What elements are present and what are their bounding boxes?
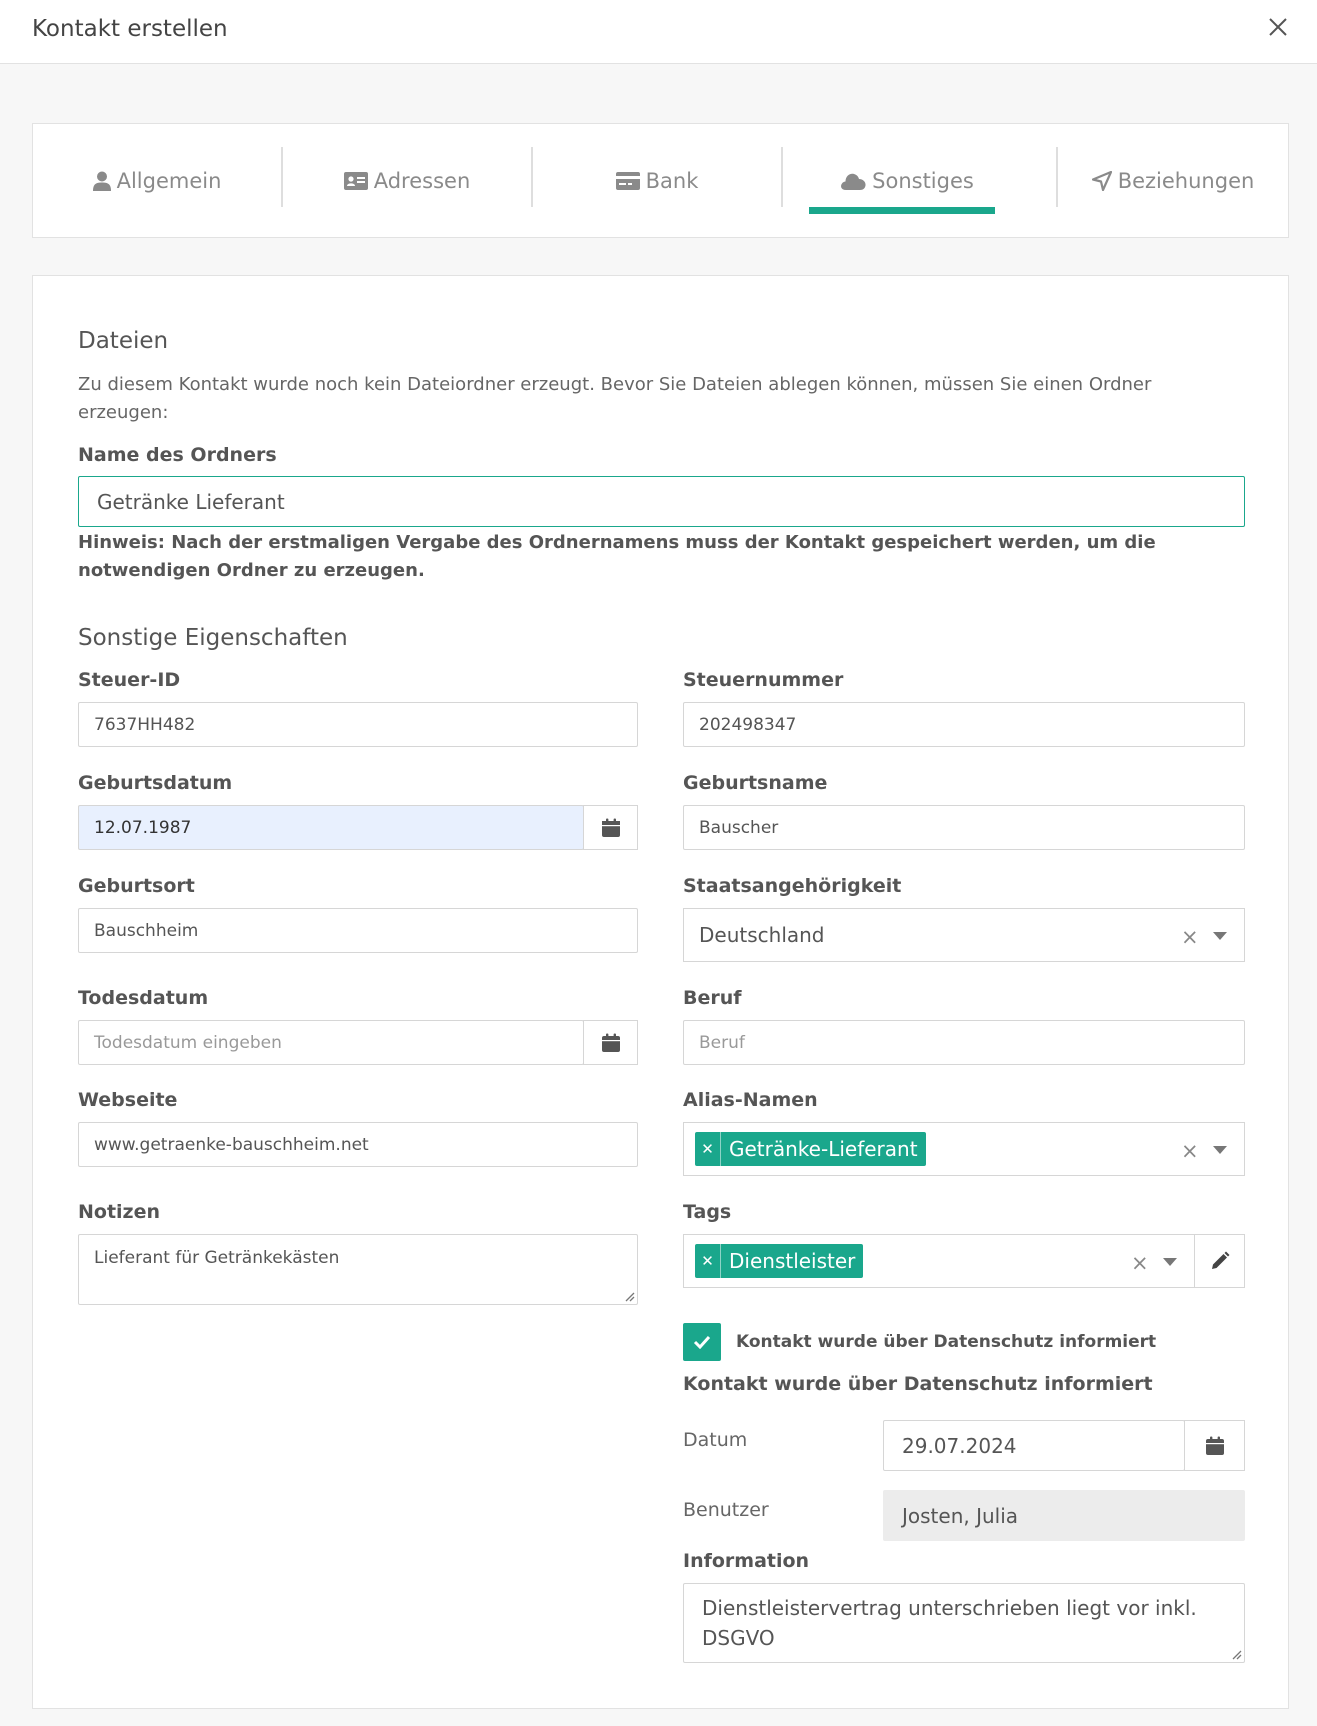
credit-card-icon <box>616 172 640 190</box>
content-panel <box>32 275 1289 1709</box>
chip-remove-icon[interactable]: ✕ <box>695 1132 721 1166</box>
tab-sonstiges[interactable] <box>783 124 1031 237</box>
folder-hint: Hinweis: Nach der erstmaligen Vergabe des Ordnernamens muss der Kontakt gespeichert werden, um die notwendigen Ordner zu erzeugen. <box>78 532 1156 581</box>
benutzer-label: Benutzer <box>683 1499 769 1521</box>
folder-name-input[interactable]: Getränke Lieferant <box>78 476 1245 527</box>
tab-adressen[interactable] <box>283 124 531 237</box>
clear-icon[interactable]: × <box>1131 1251 1149 1275</box>
tab-bank[interactable] <box>533 124 781 237</box>
webseite-input[interactable]: www.getraenke-bauschheim.net <box>78 1122 638 1167</box>
privacy-heading: Kontakt wurde über Datenschutz informiert <box>683 1373 1153 1395</box>
tab-label: Adressen <box>373 168 471 193</box>
close-icon[interactable] <box>1265 14 1291 40</box>
steuer-id-input[interactable]: 7637HH482 <box>78 702 638 747</box>
geburtsname-label: Geburtsname <box>683 772 828 794</box>
address-card-icon <box>344 172 368 190</box>
files-description: Zu diesem Kontakt wurde noch kein Dateiordner erzeugt. Bevor Sie Dateien ablegen können, müssen Sie einen Ordner erzeugen: <box>78 374 1152 423</box>
benutzer-input: Josten, Julia <box>883 1490 1245 1541</box>
notizen-label: Notizen <box>78 1201 161 1223</box>
cloud-icon <box>840 172 866 190</box>
calendar-icon <box>1205 1436 1225 1456</box>
edit-tags-button[interactable] <box>1194 1234 1245 1288</box>
staatsangehoerigkeit-value: Deutschland <box>699 923 825 947</box>
steuer-id-label: Steuer-ID <box>78 669 181 691</box>
datum-calendar-button[interactable] <box>1184 1420 1245 1471</box>
todesdatum-calendar-button[interactable] <box>583 1020 638 1065</box>
tab-label: Bank <box>645 168 699 193</box>
geburtsname-input[interactable]: Bauscher <box>683 805 1245 850</box>
dialog-title: Kontakt erstellen <box>32 16 228 42</box>
location-arrow-icon <box>1092 171 1112 191</box>
resize-handle-icon[interactable] <box>1230 1648 1242 1660</box>
alias-label: Alias-Namen <box>683 1089 818 1111</box>
steuernummer-input[interactable]: 202498347 <box>683 702 1245 747</box>
chevron-down-icon[interactable] <box>1213 932 1227 940</box>
tags-select[interactable] <box>683 1234 1195 1288</box>
tab-allgemein[interactable] <box>33 124 281 237</box>
datum-input[interactable]: 29.07.2024 <box>883 1420 1185 1471</box>
chevron-down-icon[interactable] <box>1163 1258 1177 1266</box>
tag-chip <box>695 1244 863 1278</box>
tag-chip-label: Dienstleister <box>729 1249 856 1273</box>
chevron-down-icon[interactable] <box>1213 1146 1227 1154</box>
tab-beziehungen[interactable] <box>1058 124 1288 237</box>
resize-handle-icon[interactable] <box>623 1290 635 1302</box>
alias-select[interactable] <box>683 1122 1245 1176</box>
privacy-checkbox-label[interactable]: Kontakt wurde über Datenschutz informiert <box>736 1332 1157 1352</box>
calendar-icon <box>601 1033 621 1053</box>
beruf-input[interactable]: Beruf <box>683 1020 1245 1065</box>
todesdatum-label: Todesdatum <box>78 987 209 1009</box>
geburtsort-input[interactable]: Bauschheim <box>78 908 638 953</box>
user-icon <box>93 171 111 191</box>
geburtsdatum-label: Geburtsdatum <box>78 772 233 794</box>
dialog-header <box>0 0 1317 64</box>
clear-icon[interactable]: × <box>1181 1139 1199 1163</box>
webseite-label: Webseite <box>78 1089 178 1111</box>
notizen-textarea[interactable] <box>78 1234 638 1305</box>
steuernummer-label: Steuernummer <box>683 669 844 691</box>
geburtsdatum-calendar-button[interactable] <box>583 805 638 850</box>
geburtsdatum-input[interactable]: 12.07.1987 <box>78 805 584 850</box>
tab-label: Beziehungen <box>1117 168 1255 193</box>
calendar-icon <box>601 818 621 838</box>
pencil-icon <box>1210 1251 1230 1271</box>
datum-label: Datum <box>683 1429 748 1451</box>
information-value: Dienstleistervertrag unterschrieben liegt vor inkl. DSGVO <box>702 1596 1197 1650</box>
tags-label: Tags <box>683 1201 732 1223</box>
alias-chip <box>695 1132 926 1166</box>
staatsangehoerigkeit-label: Staatsangehörigkeit <box>683 875 902 897</box>
privacy-checkbox[interactable] <box>683 1323 721 1361</box>
tab-bar <box>32 123 1289 238</box>
tab-label: Allgemein <box>116 168 222 193</box>
properties-title: Sonstige Eigenschaften <box>78 625 348 651</box>
alias-chip-label: Getränke-Lieferant <box>729 1137 918 1161</box>
chip-remove-icon[interactable]: ✕ <box>695 1244 721 1278</box>
tab-label: Sonstiges <box>872 168 974 193</box>
folder-name-label: Name des Ordners <box>78 444 277 466</box>
clear-icon[interactable]: × <box>1181 925 1199 949</box>
staatsangehoerigkeit-select[interactable] <box>683 908 1245 962</box>
beruf-label: Beruf <box>683 987 742 1009</box>
notizen-value: Lieferant für Getränkekästen <box>94 1248 340 1268</box>
information-textarea[interactable] <box>683 1583 1245 1663</box>
active-tab-indicator <box>809 207 995 214</box>
geburtsort-label: Geburtsort <box>78 875 195 897</box>
todesdatum-input[interactable]: Todesdatum eingeben <box>78 1020 584 1065</box>
information-label: Information <box>683 1550 810 1572</box>
files-title: Dateien <box>78 328 169 354</box>
checkmark-icon <box>693 1335 711 1349</box>
